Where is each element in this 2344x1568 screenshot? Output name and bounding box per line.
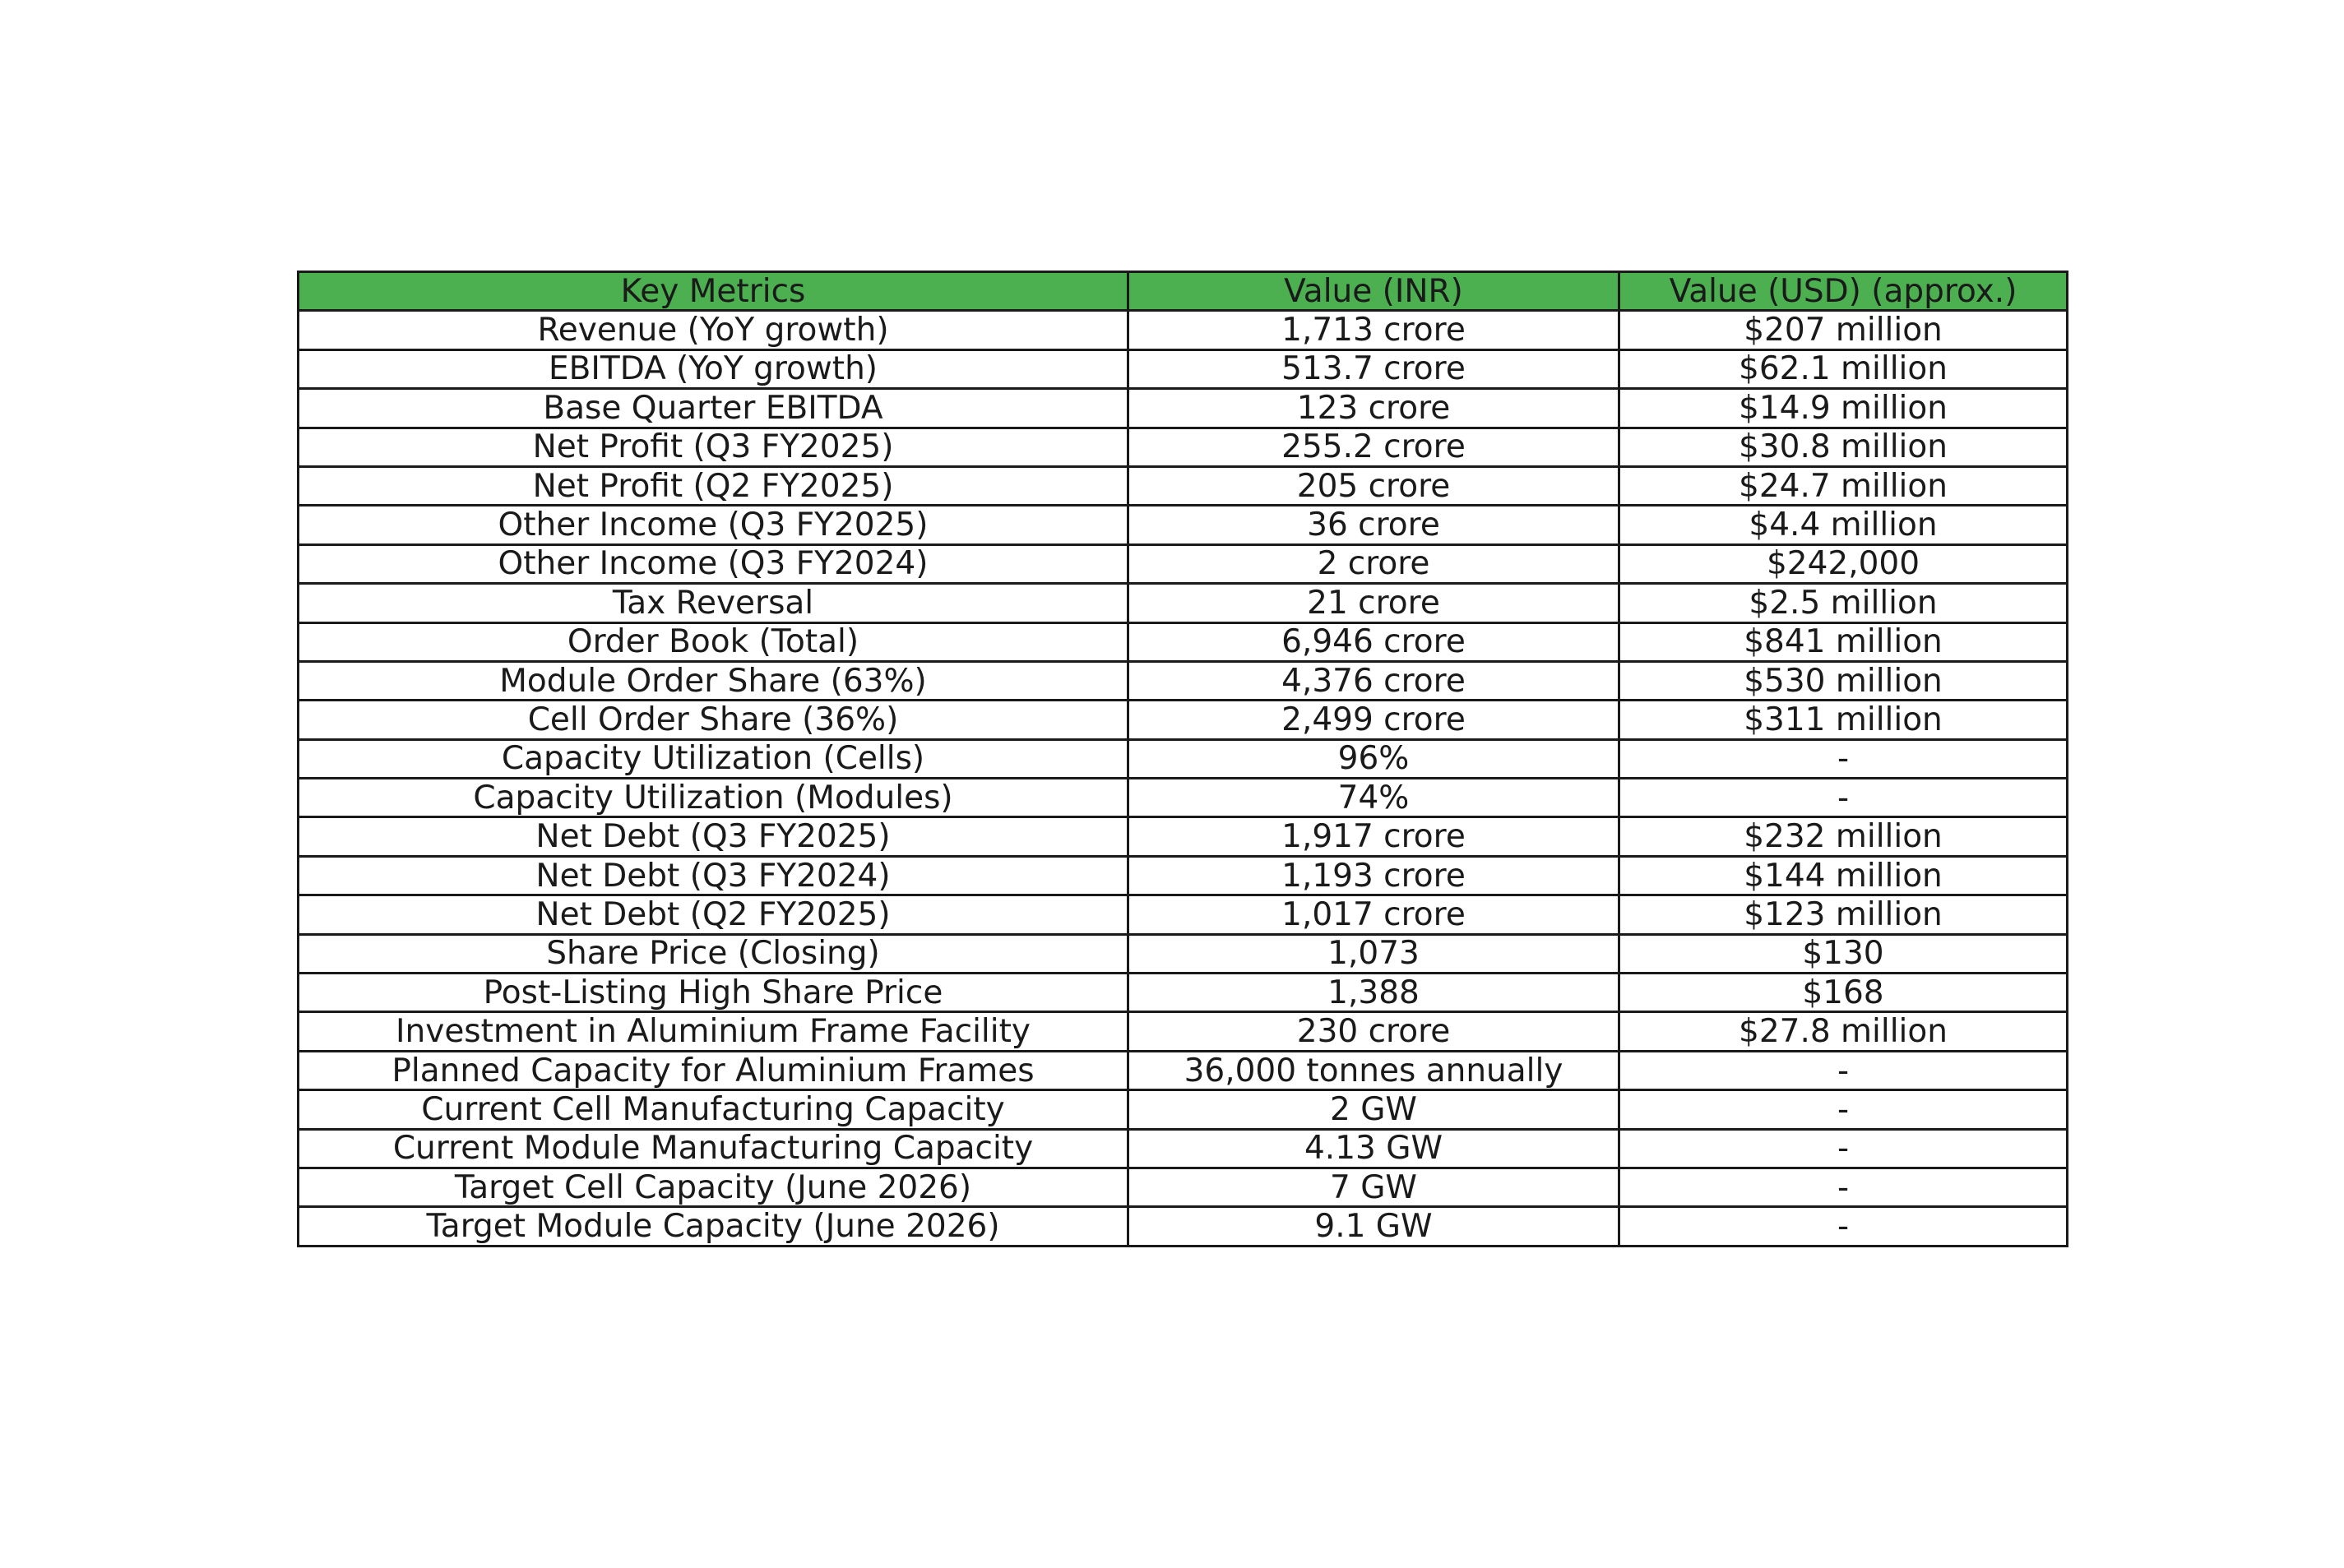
value-inr-cell: 1,193 crore xyxy=(1128,856,1619,895)
metric-name-cell: Net Debt (Q3 FY2024) xyxy=(299,856,1128,895)
value-usd-cell: $30.8 million xyxy=(1619,428,2068,466)
value-usd-cell: - xyxy=(1619,1090,2068,1129)
metric-name-cell: Target Module Capacity (June 2026) xyxy=(299,1207,1128,1246)
table-row xyxy=(299,856,2068,895)
value-usd-cell: $4.4 million xyxy=(1619,506,2068,544)
table-row xyxy=(299,584,2068,622)
table-row xyxy=(299,311,2068,349)
table-row xyxy=(299,934,2068,973)
table-row xyxy=(299,1051,2068,1089)
metric-name-cell: Other Income (Q3 FY2025) xyxy=(299,506,1128,544)
value-usd-cell: $530 million xyxy=(1619,661,2068,700)
value-inr-cell: 123 crore xyxy=(1128,389,1619,428)
value-inr-cell: 74% xyxy=(1128,779,1619,817)
value-usd-cell: - xyxy=(1619,739,2068,778)
table-row xyxy=(299,895,2068,934)
table-row xyxy=(299,1168,2068,1206)
metric-name-cell: Current Cell Manufacturing Capacity xyxy=(299,1090,1128,1129)
value-inr-cell: 1,388 xyxy=(1128,974,1619,1012)
metric-name-cell: Capacity Utilization (Modules) xyxy=(299,779,1128,817)
value-inr-cell: 2 crore xyxy=(1128,544,1619,583)
metric-name-cell: Target Cell Capacity (June 2026) xyxy=(299,1168,1128,1206)
value-inr-cell: 21 crore xyxy=(1128,584,1619,622)
value-usd-cell: $27.8 million xyxy=(1619,1012,2068,1051)
value-inr-cell: 205 crore xyxy=(1128,466,1619,505)
table-row xyxy=(299,817,2068,856)
metric-name-cell: Share Price (Closing) xyxy=(299,934,1128,973)
column-header: Value (USD) (approx.) xyxy=(1619,272,2068,311)
metric-name-cell: Net Debt (Q2 FY2025) xyxy=(299,895,1128,934)
metric-name-cell: Current Module Manufacturing Capacity xyxy=(299,1129,1128,1168)
table-row xyxy=(299,1207,2068,1246)
metric-name-cell: Net Debt (Q3 FY2025) xyxy=(299,817,1128,856)
table-row xyxy=(299,506,2068,544)
value-usd-cell: - xyxy=(1619,1207,2068,1246)
table-row xyxy=(299,1090,2068,1129)
value-usd-cell: $207 million xyxy=(1619,311,2068,349)
value-usd-cell: $232 million xyxy=(1619,817,2068,856)
value-usd-cell: $242,000 xyxy=(1619,544,2068,583)
metric-name-cell: Planned Capacity for Aluminium Frames xyxy=(299,1051,1128,1089)
value-inr-cell: 1,073 xyxy=(1128,934,1619,973)
metric-name-cell: Investment in Aluminium Frame Facility xyxy=(299,1012,1128,1051)
value-inr-cell: 513.7 crore xyxy=(1128,349,1619,388)
value-usd-cell: $14.9 million xyxy=(1619,389,2068,428)
value-usd-cell: - xyxy=(1619,1168,2068,1206)
value-inr-cell: 7 GW xyxy=(1128,1168,1619,1206)
table-row xyxy=(299,1012,2068,1051)
metric-name-cell: EBITDA (YoY growth) xyxy=(299,349,1128,388)
table-row xyxy=(299,389,2068,428)
value-inr-cell: 1,917 crore xyxy=(1128,817,1619,856)
value-inr-cell: 36 crore xyxy=(1128,506,1619,544)
value-inr-cell: 2 GW xyxy=(1128,1090,1619,1129)
value-usd-cell: - xyxy=(1619,1051,2068,1089)
value-usd-cell: $62.1 million xyxy=(1619,349,2068,388)
value-usd-cell: $168 xyxy=(1619,974,2068,1012)
table-body xyxy=(299,311,2068,1246)
table-row xyxy=(299,1129,2068,1168)
value-inr-cell: 1,017 crore xyxy=(1128,895,1619,934)
metric-name-cell: Revenue (YoY growth) xyxy=(299,311,1128,349)
value-usd-cell: $311 million xyxy=(1619,701,2068,739)
table-row xyxy=(299,739,2068,778)
metric-name-cell: Tax Reversal xyxy=(299,584,1128,622)
metric-name-cell: Cell Order Share (36%) xyxy=(299,701,1128,739)
table-row xyxy=(299,661,2068,700)
value-usd-cell: $841 million xyxy=(1619,622,2068,661)
table-row xyxy=(299,466,2068,505)
table-row xyxy=(299,779,2068,817)
metrics-table xyxy=(297,271,2068,1247)
value-inr-cell: 1,713 crore xyxy=(1128,311,1619,349)
metric-name-cell: Post-Listing High Share Price xyxy=(299,974,1128,1012)
metric-name-cell: Other Income (Q3 FY2024) xyxy=(299,544,1128,583)
value-usd-cell: $123 million xyxy=(1619,895,2068,934)
table-header-row xyxy=(299,272,2068,311)
value-inr-cell: 4.13 GW xyxy=(1128,1129,1619,1168)
table-row xyxy=(299,349,2068,388)
metric-name-cell: Net Profit (Q2 FY2025) xyxy=(299,466,1128,505)
value-usd-cell: - xyxy=(1619,1129,2068,1168)
table-row xyxy=(299,974,2068,1012)
column-header: Value (INR) xyxy=(1128,272,1619,311)
value-inr-cell: 255.2 crore xyxy=(1128,428,1619,466)
value-usd-cell: $2.5 million xyxy=(1619,584,2068,622)
value-usd-cell: $24.7 million xyxy=(1619,466,2068,505)
table-row xyxy=(299,622,2068,661)
value-inr-cell: 230 crore xyxy=(1128,1012,1619,1051)
value-inr-cell: 2,499 crore xyxy=(1128,701,1619,739)
value-inr-cell: 36,000 tonnes annually xyxy=(1128,1051,1619,1089)
value-inr-cell: 6,946 crore xyxy=(1128,622,1619,661)
value-inr-cell: 96% xyxy=(1128,739,1619,778)
value-usd-cell: $130 xyxy=(1619,934,2068,973)
metric-name-cell: Capacity Utilization (Cells) xyxy=(299,739,1128,778)
metric-name-cell: Module Order Share (63%) xyxy=(299,661,1128,700)
value-usd-cell: - xyxy=(1619,779,2068,817)
table-row xyxy=(299,544,2068,583)
metric-name-cell: Order Book (Total) xyxy=(299,622,1128,661)
column-header: Key Metrics xyxy=(299,272,1128,311)
table-row xyxy=(299,428,2068,466)
value-inr-cell: 9.1 GW xyxy=(1128,1207,1619,1246)
value-inr-cell: 4,376 crore xyxy=(1128,661,1619,700)
metric-name-cell: Base Quarter EBITDA xyxy=(299,389,1128,428)
value-usd-cell: $144 million xyxy=(1619,856,2068,895)
metric-name-cell: Net Profit (Q3 FY2025) xyxy=(299,428,1128,466)
table-row xyxy=(299,701,2068,739)
